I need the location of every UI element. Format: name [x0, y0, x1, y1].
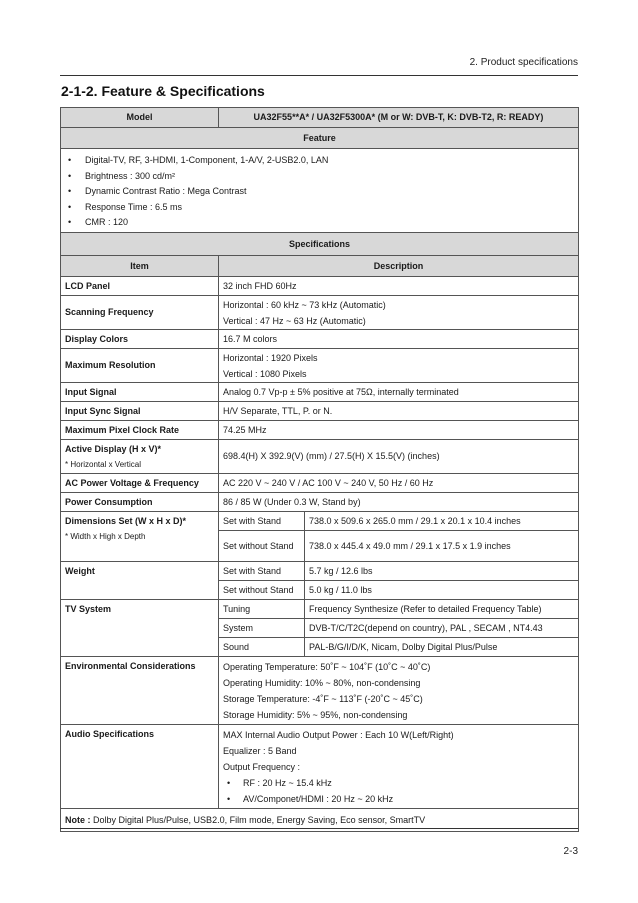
model-row [61, 108, 579, 128]
spec-label: Display Colors [61, 330, 219, 349]
spec-sublabel: Set without Stand [219, 531, 305, 562]
spec-label: TV System [61, 600, 219, 657]
spec-value-line: Operating Temperature: 50˚F ~ 104˚F (10˚C ~ 40˚C) [223, 661, 431, 672]
model-label: Model [61, 108, 219, 128]
spec-value-line: Equalizer : 5 Band [223, 745, 297, 756]
table-row [61, 512, 579, 531]
spec-value-line: Storage Humidity: 5% ~ 95%, non-condensing [223, 709, 408, 720]
spec-value-line: Vertical : 47 Hz ~ 63 Hz (Automatic) [223, 315, 366, 326]
spec-label: Input Signal [61, 383, 219, 402]
spec-label: Input Sync Signal [61, 402, 219, 421]
table-row [61, 657, 579, 725]
spec-value [219, 296, 579, 330]
spec-bullet-text: AV/Componet/HDMI : 20 Hz ~ 20 kHz [243, 793, 394, 804]
spec-label: AC Power Voltage & Frequency [61, 474, 219, 493]
spec-bullet-text: RF : 20 Hz ~ 15.4 kHz [243, 777, 332, 788]
spec-value: 738.0 x 445.4 x 49.0 mm / 29.1 x 17.5 x 1.9 inches [305, 531, 579, 562]
spec-value: 5.0 kg / 11.0 lbs [305, 581, 579, 600]
footer-divider [60, 828, 578, 829]
spec-label: LCD Panel [61, 277, 219, 296]
table-row [61, 440, 579, 474]
table-row [61, 277, 579, 296]
spec-value: 74.25 MHz [219, 421, 579, 440]
spec-label: Audio Specifications [61, 725, 219, 809]
table-row [61, 296, 579, 330]
spec-value-line: Vertical : 1080 Pixels [223, 368, 307, 379]
spec-label [61, 512, 219, 562]
spec-label: Scanning Frequency [61, 296, 219, 330]
model-value: UA32F55**A* / UA32F5300A* (M or W: DVB-T, K: DVB-T2, R: READY) [219, 108, 579, 128]
spec-label: Weight [61, 562, 219, 600]
spec-value: 86 / 85 W (Under 0.3 W, Stand by) [219, 493, 579, 512]
spec-label-text: Dimensions Set (W x H x D)* [65, 516, 187, 526]
spec-bullet-line [223, 775, 574, 791]
running-header: 2. Product specifications [469, 57, 578, 68]
feature-item: • CMR : 120 [65, 215, 574, 231]
specifications-heading: Specifications [61, 233, 579, 256]
spec-value: PAL-B/G/I/D/K, Nicam, Dolby Digital Plus/Pulse [305, 638, 579, 657]
table-row [61, 474, 579, 493]
spec-value [219, 725, 579, 809]
spec-sublabel: Set with Stand [219, 512, 305, 531]
spec-label [61, 440, 219, 474]
spec-value-line: Output Frequency : [223, 761, 301, 772]
spec-value: 16.7 M colors [219, 330, 579, 349]
spec-label: Environmental Considerations [61, 657, 219, 725]
spec-value-line: Horizontal : 60 kHz ~ 73 kHz (Automatic) [223, 299, 386, 310]
spec-label: Power Consumption [61, 493, 219, 512]
feature-heading: Feature [61, 128, 579, 149]
table-row [61, 600, 579, 619]
feature-item: • Digital-TV, RF, 3-HDMI, 1-Component, 1-A/V, 2-USB2.0, LAN [65, 153, 574, 169]
spec-bullet-line [223, 791, 574, 807]
spec-sublabel: Set without Stand [219, 581, 305, 600]
table-row [61, 493, 579, 512]
spec-label-text: Active Display (H x V)* [65, 443, 162, 454]
table-row [61, 330, 579, 349]
feature-item: • Dynamic Contrast Ratio : Mega Contrast [65, 184, 574, 200]
spec-value: Analog 0.7 Vp-p ± 5% positive at 75Ω, internally terminated [219, 383, 579, 402]
spec-label: Maximum Pixel Clock Rate [61, 421, 219, 440]
table-row [61, 725, 579, 809]
spec-value-line: Storage Temperature: -4˚F ~ 113˚F (-20˚C ~ 45˚C) [223, 693, 423, 704]
spec-value [219, 349, 579, 383]
table-row [61, 562, 579, 581]
spec-value: Frequency Synthesize (Refer to detailed Frequency Table) [305, 600, 579, 619]
note-text: Dolby Digital Plus/Pulse, USB2.0, Film mode, Energy Saving, Eco sensor, SmartTV [93, 814, 426, 825]
spec-value: 738.0 x 509.6 x 265.0 mm / 29.1 x 20.1 x 10.4 inches [305, 512, 579, 531]
spec-value [219, 657, 579, 725]
specifications-table [60, 232, 579, 832]
bullet-icon: • [227, 777, 231, 788]
column-header-description: Description [219, 256, 579, 277]
spec-value-line: Horizontal : 1920 Pixels [223, 352, 318, 363]
spec-label-footnote: * Width x High x Depth [65, 532, 146, 541]
feature-list-cell [61, 149, 579, 233]
spec-value: AC 220 V ~ 240 V / AC 100 V ~ 240 V, 50 Hz / 60 Hz [219, 474, 579, 493]
feature-list [65, 153, 574, 231]
spec-value: 32 inch FHD 60Hz [219, 277, 579, 296]
page-number: 2-3 [563, 846, 578, 857]
spec-sublabel: Set with Stand [219, 562, 305, 581]
spec-label: Maximum Resolution [61, 349, 219, 383]
feature-item: • Response Time : 6.5 ms [65, 200, 574, 216]
feature-item: • Brightness : 300 cd/m² [65, 169, 574, 185]
spec-value: 5.7 kg / 12.6 lbs [305, 562, 579, 581]
spec-value-line: MAX Internal Audio Output Power : Each 10 W(Left/Right) [223, 729, 454, 740]
spec-sublabel: Sound [219, 638, 305, 657]
note-label: Note : [65, 814, 91, 825]
table-row [61, 421, 579, 440]
bullet-icon: • [227, 793, 231, 804]
spec-value-line: Operating Humidity: 10% ~ 80%, non-condensing [223, 677, 421, 688]
header-divider [60, 75, 578, 76]
spec-label-footnote: * Horizontal x Vertical [65, 459, 142, 469]
table-row [61, 383, 579, 402]
spec-value: H/V Separate, TTL, P. or N. [219, 402, 579, 421]
feature-table [60, 107, 579, 233]
column-header-item: Item [61, 256, 219, 277]
table-row [61, 349, 579, 383]
spec-value: 698.4(H) X 392.9(V) (mm) / 27.5(H) X 15.5(V) (inches) [219, 440, 579, 474]
section-title: 2-1-2. Feature & Specifications [61, 83, 265, 99]
table-row [61, 402, 579, 421]
spec-sublabel: Tuning [219, 600, 305, 619]
spec-sublabel: System [219, 619, 305, 638]
spec-value: DVB-T/C/T2C(depend on country), PAL , SECAM , NT4.43 [305, 619, 579, 638]
